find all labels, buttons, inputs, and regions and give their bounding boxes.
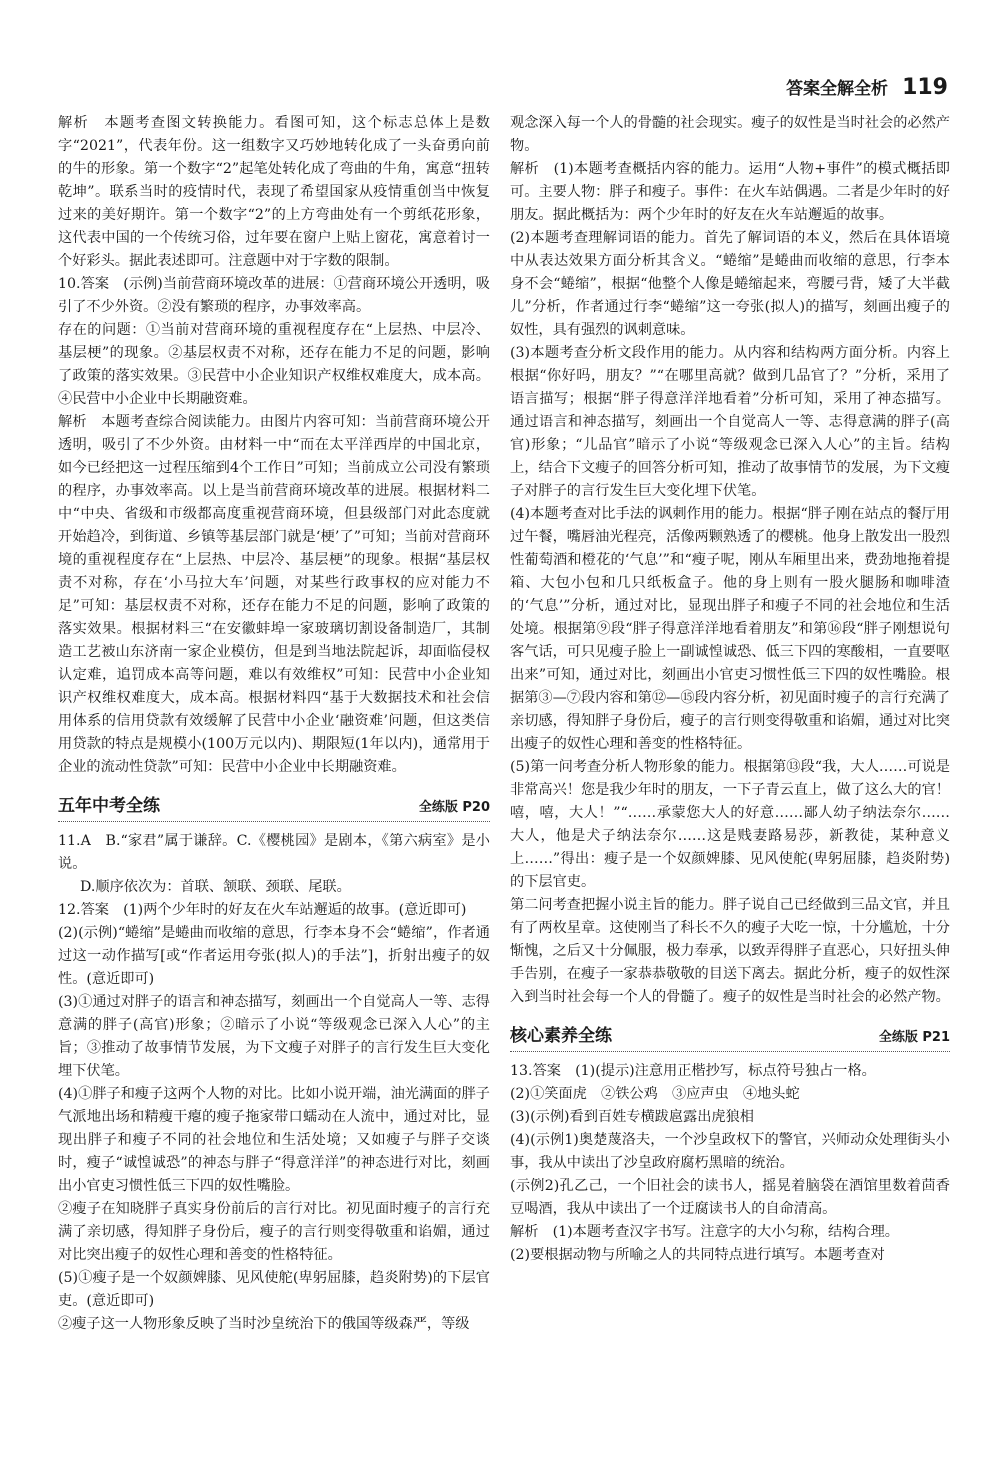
paragraph: 10.答案 (示例)当前营商环境改革的进展：①营商环境公开透明，吸引了不少外资。②没有繁琐的程序，办事效率高。 <box>58 276 490 315</box>
section-heading <box>58 795 490 822</box>
header-title: 答案全解全析 <box>786 79 889 99</box>
paragraph: (2)本题考查理解词语的能力。首先了解词语的本义，然后在具体语境中从表达效果方面分析其含义。“蜷缩”是蜷曲而收缩的意思，行李本身不会“蜷缩”，根据“他整个人像是蜷缩起来，弯腰弓背，矮了大半截儿”分析，作者通过行李“蜷缩”这一夸张(拟人)的描写，刻画出瘦子的奴性，具有强烈的讽刺意味。 <box>510 230 950 338</box>
section-title: 核心素养全练 <box>510 1026 612 1046</box>
paragraph: (示例2)孔乙己，一个旧社会的读书人，摇晃着脑袋在酒馆里数着茴香豆喝酒，我从中读出了一个迂腐读书人的自命清高。 <box>510 1178 950 1217</box>
paragraph: 解析 (1)本题考查概括内容的能力。运用“人物+事件”的模式概括即可。主要人物：胖子和瘦子。事件：在火车站偶遇。二者是少年时的好朋友。据此概括为：两个少年时的好友在火车站邂逅的故事。 <box>510 161 950 223</box>
section-title: 五年中考全练 <box>58 796 160 816</box>
paragraph: 11.A B.“家君”属于谦辞。C.《樱桃园》是剧本，《第六病室》是小说。 <box>58 833 490 872</box>
paragraph: (5)第一问考查分析人物形象的能力。根据第⑬段“我，大人……可说是非常高兴！您是我少年时的朋友，一下子青云直上，做了这么大的官！嘻，嘻，大人！”“……承蒙您大人的好意……鄙人幼子纳法奈尔……大人，他是犬子纳法奈尔……这是贱妻路易莎，新教徒，某种意义上……”得出：瘦子是一个奴颜婢膝、见风使舵(卑躬屈膝，趋炎附势)的下层官吏。 <box>510 759 950 890</box>
paragraph: (2)要根据动物与所喻之人的共同特点进行填写。本题考查对 <box>510 1247 885 1263</box>
paragraph: 解析 (1)本题考查汉字书写。注意字的大小匀称，结构合理。 <box>510 1224 899 1240</box>
paragraph: (4)本题考查对比手法的讽刺作用的能力。根据“胖子刚在站点的餐厅用过午餐，嘴唇油光程亮，活像两颗熟透了的樱桃。他身上散发出一股烈性葡萄酒和橙花的‘气息’”和“瘦子呢，刚从车厢里出来，费劲地拖着提箱、大包小包和几只纸板盒子。他的身上则有一股火腿肠和咖啡渣的‘气息’”分析，通过对比，显现出胖子和瘦子不同的社会地位和生活处境。根据第⑨段“胖子得意洋洋地看着朋友”和第⑯段“胖子刚想说句客气话，可只见瘦子脸上一副诚惶诚恐、低三下四的寒酸相，一直要呕出来”可知，通过对比，刻画出小官吏习惯性低三下四的奴性嘴脸。根据第③—⑦段内容和第⑫—⑮段内容分析，初见面时瘦子的言行充满了亲切感，得知胖子身份后，瘦子的言行则变得敬重和谄媚，通过对比突出瘦子的奴性心理和善变的性格特征。 <box>510 506 950 752</box>
paragraph: D.顺序依次为：首联、颔联、颈联、尾联。 <box>80 879 351 895</box>
right-column <box>510 112 950 1267</box>
paragraph: ②瘦子这一人物形象反映了当时沙皇统治下的俄国等级森严，等级 <box>58 1316 470 1332</box>
section-ref: 全练版 P20 <box>418 800 490 815</box>
paragraph: (4)(示例1)奥楚蔑洛夫，一个沙皇政权下的警官，兴师动众处理街头小事，我从中读出了沙皇政府腐朽黑暗的统治。 <box>510 1132 950 1171</box>
paragraph: 存在的问题：①当前对营商环境的重视程度存在“上层热、中层冷、基层梗”的现象。②基层权责不对称，还存在能力不足的问题，影响了政策的落实效果。③民营中小企业知识产权维权难度大，成本高。④民营中小企业中长期融资难。 <box>58 322 490 407</box>
paragraph: (3)本题考查分析文段作用的能力。从内容和结构两方面分析。内容上根据“你好吗，朋友？”“在哪里高就？做到几品官了？”分析，采用了语言描写；根据“胖子得意洋洋地看着”分析可知，采用了神态描写。通过语言和神态描写，刻画出一个自觉高人一等、志得意满的胖子(高官)形象；“儿品官”暗示了小说“等级观念已深入人心”的主旨。结构上，结合下文瘦子的回答分析可知，推动了故事情节的发展，为下文瘦子对胖子的言行发生巨大变化埋下伏笔。 <box>510 345 950 499</box>
paragraph: 第二问考查把握小说主旨的能力。胖子说自己已经做到三品文官，并且有了两枚星章。这使刚当了科长不久的瘦子大吃一惊，十分尴尬，十分惭愧，之后又十分佩服，极力奉承，以致弄得胖子直恶心，只好扭头伸手告别，在瘦子一家恭恭敬敬的目送下离去。据此分析，瘦子的奴性深入到当时社会每一个人的骨髓了。瘦子的奴性是当时社会的必然产物。 <box>510 897 950 1005</box>
paragraph: (2)(示例)“蜷缩”是蜷曲而收缩的意思，行李本身不会“蜷缩”，作者通过这一动作描写[或“作者运用夸张(拟人)的手法”]，折射出瘦子的奴性。(意近即可) <box>58 925 490 987</box>
page-number: 119 <box>902 75 948 100</box>
page-header <box>786 74 948 100</box>
paragraph: 解析 本题考查图文转换能力。看图可知，这个标志总体上是数字“2021”，代表年份。这一组数字又巧妙地转化成了一头奋勇向前的牛的形象。第一个数字“2”起笔处转化成了弯曲的牛角，寓意“扭转乾坤”。联系当时的疫情时代，表现了希望国家从疫情重创当中恢复过来的美好期许。第一个数字“2”的上方弯曲处有一个剪纸花形象，这代表中国的一个传统习俗，过年要在窗户上贴上窗花，寓意着讨一个好彩头。据此表述即可。注意题中对于字数的限制。 <box>58 115 490 269</box>
left-column <box>58 112 490 1336</box>
paragraph: 13.答案 (1)(提示)注意用正楷抄写，标点符号独占一格。 <box>510 1063 876 1079</box>
paragraph: ②瘦子在知晓胖子真实身份前后的言行对比。初见面时瘦子的言行充满了亲切感，得知胖子身份后，瘦子的言行则变得敬重和谄媚，通过对比突出瘦子的奴性心理和善变的性格特征。 <box>58 1201 490 1263</box>
section-ref: 全练版 P21 <box>878 1030 950 1045</box>
paragraph: (5)①瘦子是一个奴颜婢膝、见风使舵(卑躬屈膝，趋炎附势)的下层官吏。(意近即可) <box>58 1270 490 1309</box>
paragraph: (2)①笑面虎 ②铁公鸡 ③应声虫 ④地头蛇 <box>510 1086 800 1102</box>
section-heading <box>510 1025 950 1052</box>
paragraph: (4)①胖子和瘦子这两个人物的对比。比如小说开端，油光满面的胖子气派地出场和精瘦干瘪的瘦子拖家带口蠕动在人流中，通过对比，显现出胖子和瘦子不同的社会地位和生活处境；又如瘦子与胖子交谈时，瘦子“诚惶诚恐”的神态与胖子“得意洋洋”的神态进行对比，刻画出小官吏习惯性低三下四的奴性嘴脸。 <box>58 1086 490 1194</box>
paragraph: 12.答案 (1)两个少年时的好友在火车站邂逅的故事。(意近即可) <box>58 902 467 918</box>
paragraph: (3)(示例)看到百姓专横跋扈露出虎狼相 <box>510 1109 754 1125</box>
paragraph: 观念深入每一个人的骨髓的社会现实。瘦子的奴性是当时社会的必然产物。 <box>510 115 950 154</box>
paragraph: (3)①通过对胖子的语言和神态描写，刻画出一个自觉高人一等、志得意满的胖子(高官)形象；②暗示了小说“等级观念已深入人心”的主旨；③推动了故事情节发展，为下文瘦子对胖子的言行发生巨大变化埋下伏笔。 <box>58 994 490 1079</box>
paragraph: 解析 本题考查综合阅读能力。由图片内容可知：当前营商环境公开透明，吸引了不少外资。由材料一中“而在太平洋西岸的中国北京，如今已经把这一过程压缩到4个工作日”可知；当前成立公司没有繁琐的程序，办事效率高。以上是当前营商环境改革的进展。根据材料二中“中央、省级和市级都高度重视营商环境，但县级部门对此态度就开始趋冷，到街道、乡镇等基层部门就是‘梗’了”可知；当前对营商环境的重视程度存在“上层热、中层冷、基层梗”的现象。根据“基层权责不对称，存在‘小马拉大车’问题，对某些行政事权的应对能力不足”可知：基层权责不对称，还存在能力不足的问题，影响了政策的落实效果。根据材料三“在安徽蚌埠一家玻璃切割设备制造厂，其制造工艺被山东济南一家企业模仿，但是到当地法院起诉，却面临侵权认定难，追罚成本高等问题，难以有效维权”可知：民营中小企业知识产权维权难度大，成本高。根据材料四“基于大数据技术和社会信用体系的信用贷款有效缓解了民营中小企业‘融资难’问题，但这类信用贷款的特点是规模小(100万元以内)、期限短(1年以内)，通常用于企业的流动性贷款”可知：民营中小企业中长期融资难。 <box>58 414 490 775</box>
